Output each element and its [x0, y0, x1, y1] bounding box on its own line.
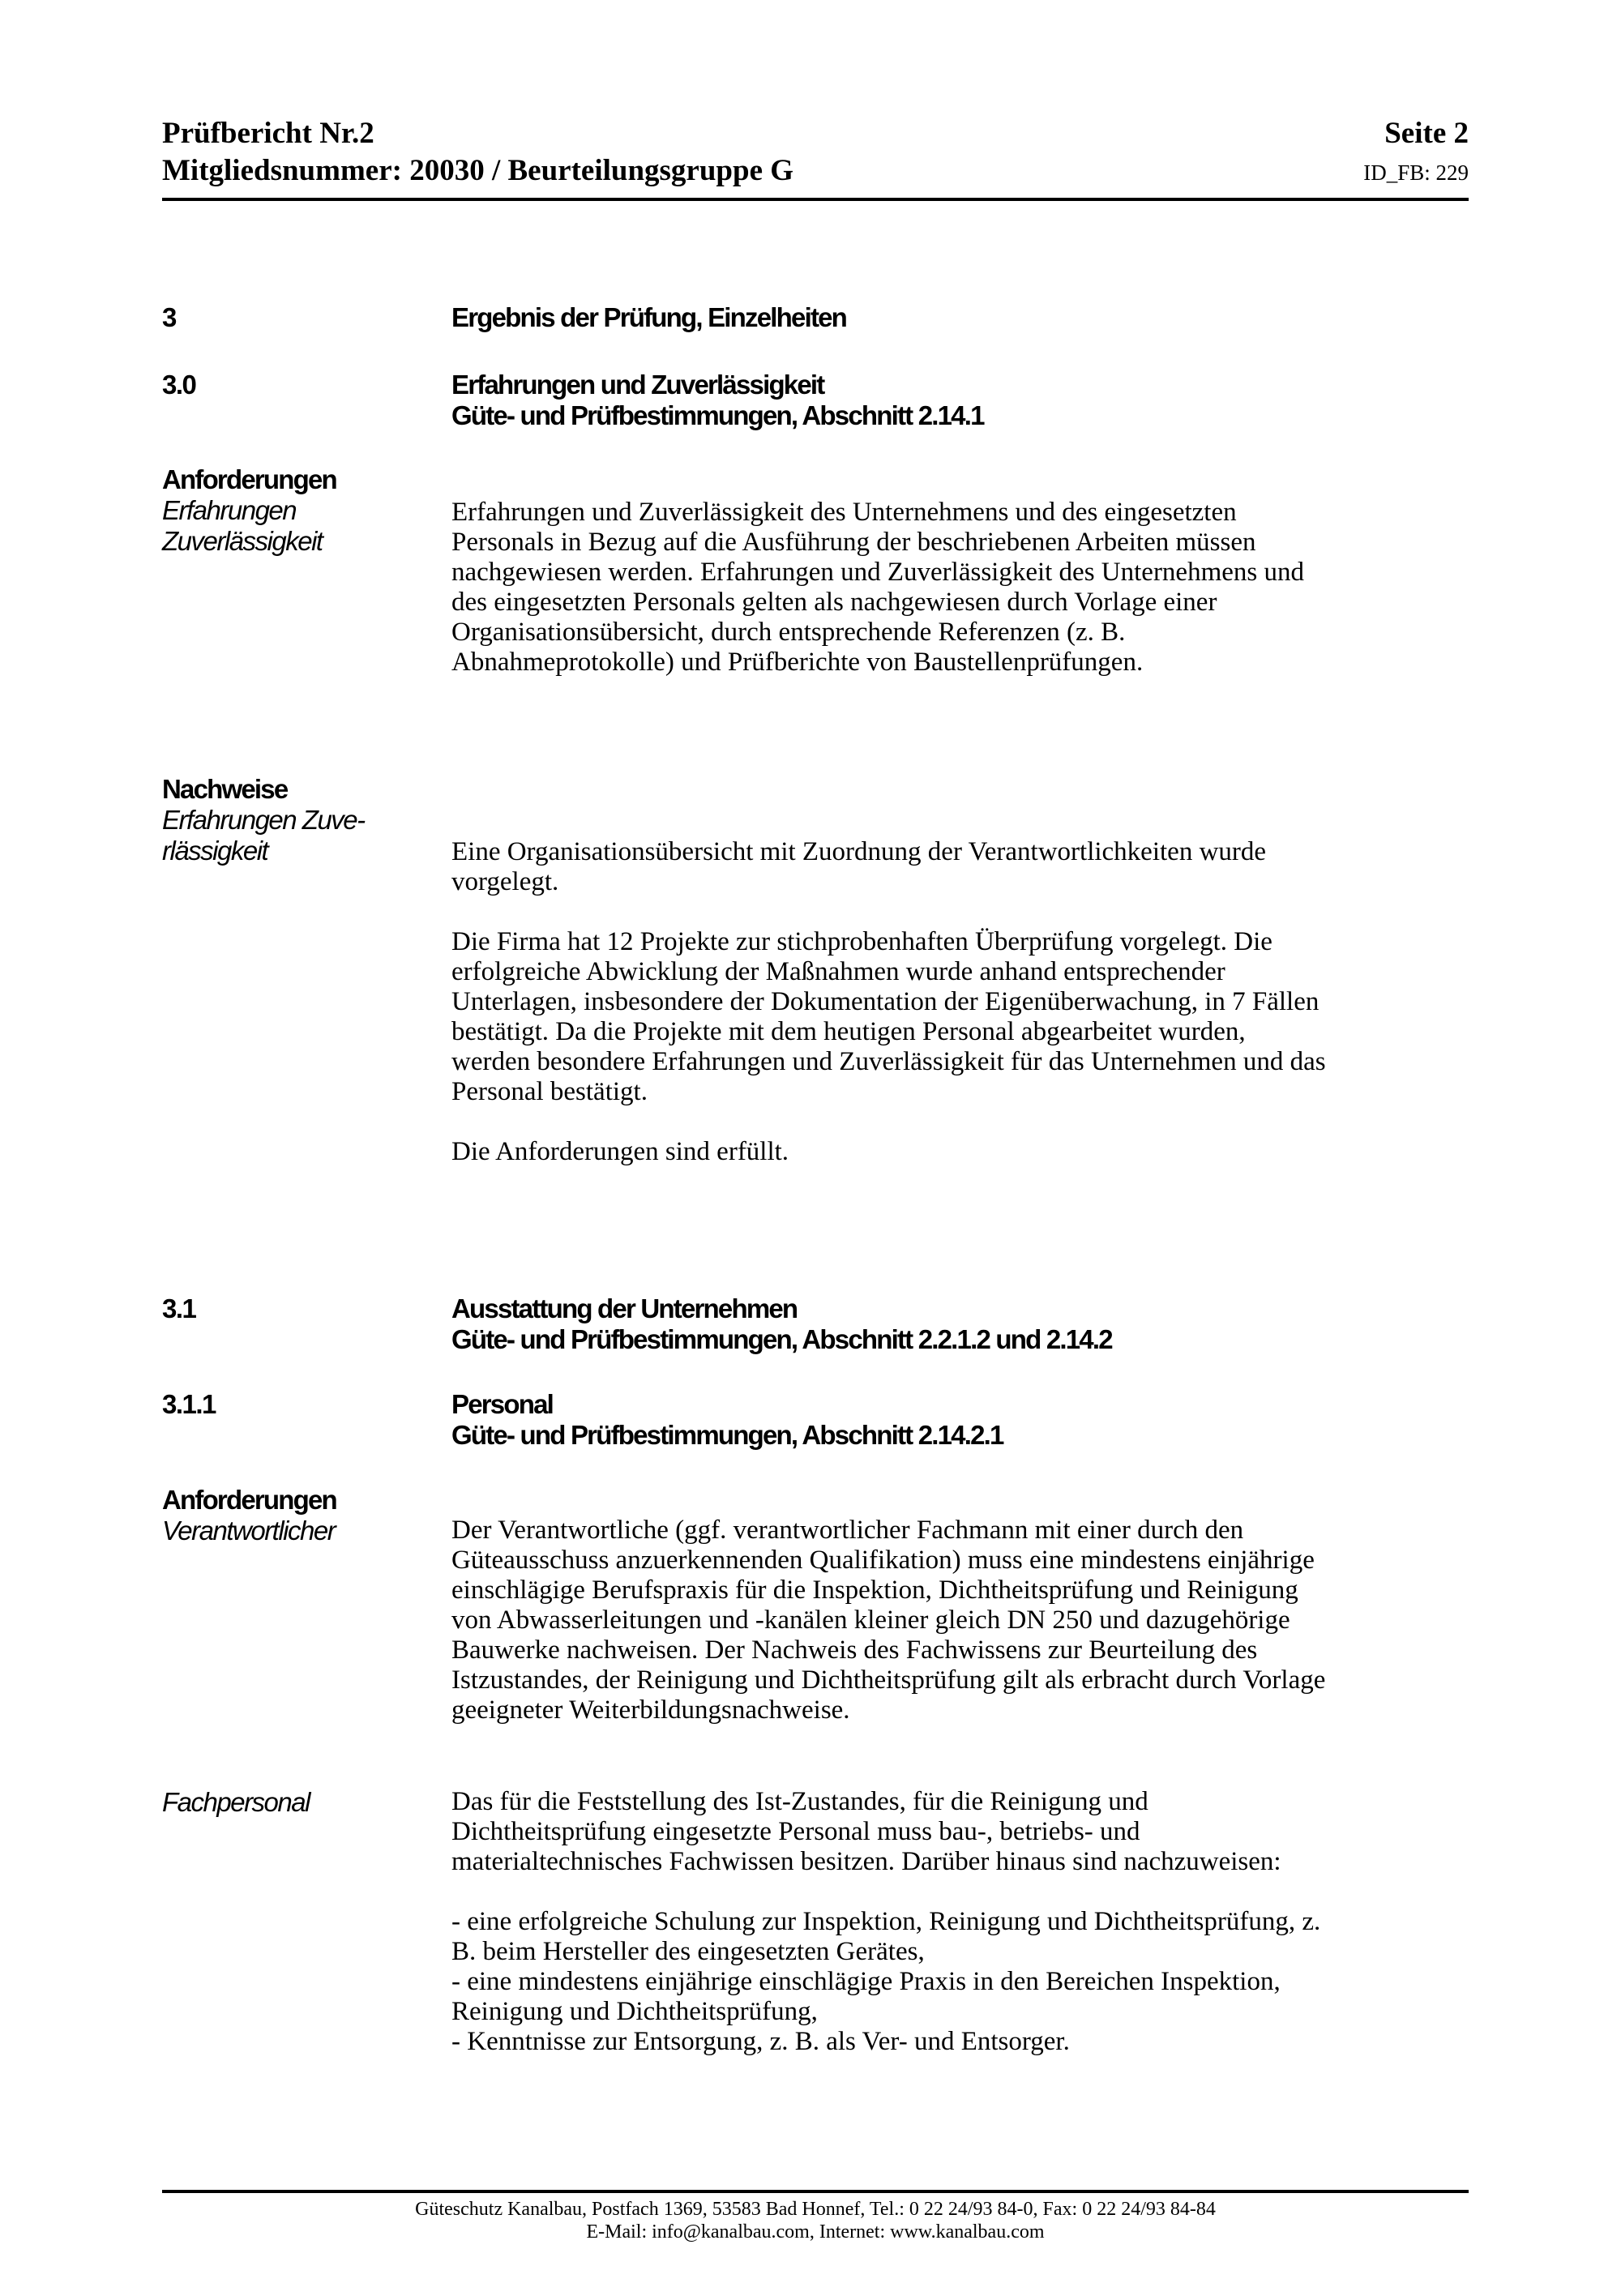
requirements-label: Anforderungen: [162, 1485, 336, 1515]
paragraph: Der Verantwortliche (ggf. verantwortlicher Fachmann mit einer durch den Güteausschuss anzuerkennenden Qualifikation) muss eine mindestens einjährige einschlägige Berufspraxis für die Inspektion, Dichtheitsprüfung und Reinigung von Abwasserleitungen und -kanälen kleiner gleich DN 250 und dazugehörige Bauwerke nachweisen. Der Nachweis des Fachwissens zur Beurteilung des Istzustandes, der Reinigung und Dichtheitsprüfung gilt als erbracht durch Vorlage geeigneter Weiterbildungsnachweise.: [451, 1516, 1326, 1725]
staff-sublabel: Fachpersonal: [162, 1787, 310, 1817]
section-number: 3: [162, 302, 176, 332]
section-title: Ausstattung der Unternehmen: [451, 1293, 798, 1323]
page-footer: [162, 2198, 1469, 2243]
section-reference: Güte- und Prüfbestimmungen, Abschnitt 2.2.1.2 und 2.14.2: [451, 1324, 1112, 1354]
evidence-label: Nachweise: [162, 774, 288, 804]
section-heading: [451, 370, 984, 431]
paragraph: Die Firma hat 12 Projekte zur stichprobenhaften Überprüfung vorgelegt. Die erfolgreiche Abwicklung der Maßnahmen wurde anhand entsprechender Unterlagen, insbesondere der Dokumentation der Eigenüberwachung, in 7 Fällen bestätigt. Da die Projekte mit dem heutigen Personal abgearbeitet wurden, werden besondere Erfahrungen und Zuverlässigkeit für das Unternehmen und das Personal bestätigt.: [451, 927, 1326, 1106]
requirements-label: Anforderungen: [162, 464, 336, 494]
section-number: 3.1.1: [162, 1389, 216, 1419]
section-reference: Güte- und Prüfbestimmungen, Abschnitt 2.14.2.1: [451, 1420, 1003, 1450]
section-title: Ergebnis der Prüfung, Einzelheiten: [451, 302, 847, 332]
list-item: - eine mindestens einjährige einschlägige Praxis in den Bereichen Inspektion, Reinigung und Dichtheitsprüfung,: [451, 1967, 1281, 2026]
list-item: - eine erfolgreiche Schulung zur Inspektion, Reinigung und Dichtheitsprüfung, z. B. beim Hersteller des eingesetzten Gerätes,: [451, 1907, 1321, 1966]
member-number: Mitgliedsnummer: 20030 / Beurteilungsgruppe G: [162, 154, 794, 187]
section-title: Personal: [451, 1389, 553, 1419]
evidence-text: [451, 837, 1327, 1167]
section-title: Erfahrungen und Zuverlässigkeit: [451, 370, 824, 400]
section-number: 3.1: [162, 1293, 196, 1323]
staff-text: [451, 1787, 1327, 2057]
report-id: ID_FB: 229: [1363, 160, 1469, 185]
section-number: 3.0: [162, 370, 196, 400]
section-heading: [451, 1389, 1003, 1451]
result-statement: Die Anforderungen sind erfüllt.: [451, 1137, 789, 1166]
footer-contact: E-Mail: info@kanalbau.com, Internet: www.kanalbau.com: [586, 2221, 1045, 2243]
requirements-text: [451, 498, 1327, 678]
paragraph: Eine Organisationsübersicht mit Zuordnung der Verantwortlichkeiten wurde vorgelegt.: [451, 837, 1267, 896]
responsible-sublabel: Verantwortlicher: [162, 1516, 336, 1546]
footer-divider: [162, 2190, 1469, 2193]
evidence-sublabel: Erfahrungen Zuve- rlässigkeit: [162, 805, 365, 866]
paragraph: Erfahrungen und Zuverlässigkeit des Unternehmens und des eingesetzten Personals in Bezug auf die Ausführung der beschriebenen Arbeiten müssen nachgewiesen werden. Erfahrungen und Zuverlässigkeit des Unternehmens und des eingesetzten Personals gelten als nachgewiesen durch Vorlage einer Organisationsübersicht, durch entsprechende Referenzen (z. B. Abnahmeprotokolle) und Prüfberichte von Baustellenprüfungen.: [451, 498, 1304, 677]
page-number: Seite 2: [1384, 117, 1469, 150]
report-title: Prüfbericht Nr.2: [162, 117, 374, 150]
header-divider: [162, 198, 1469, 201]
section-heading: [451, 1293, 1112, 1355]
footer-address: Güteschutz Kanalbau, Postfach 1369, 53583 Bad Honnef, Tel.: 0 22 24/93 84-0, Fax: 0 22 24/93 84-84: [415, 2199, 1216, 2220]
list-item: - Kenntnisse zur Entsorgung, z. B. als Ver- und Entsorger.: [451, 2027, 1070, 2056]
section-reference: Güte- und Prüfbestimmungen, Abschnitt 2.14.1: [451, 400, 984, 430]
requirements-sublabel: Erfahrungen Zuverlässigkeit: [162, 495, 323, 556]
responsible-text: [451, 1516, 1327, 1725]
paragraph: Das für die Feststellung des Ist-Zustandes, für die Reinigung und Dichtheitsprüfung eingesetzte Personal muss bau-, betriebs- und materialtechnisches Fachwissen besitzen. Darüber hinaus sind nachzuweisen:: [451, 1787, 1281, 1876]
